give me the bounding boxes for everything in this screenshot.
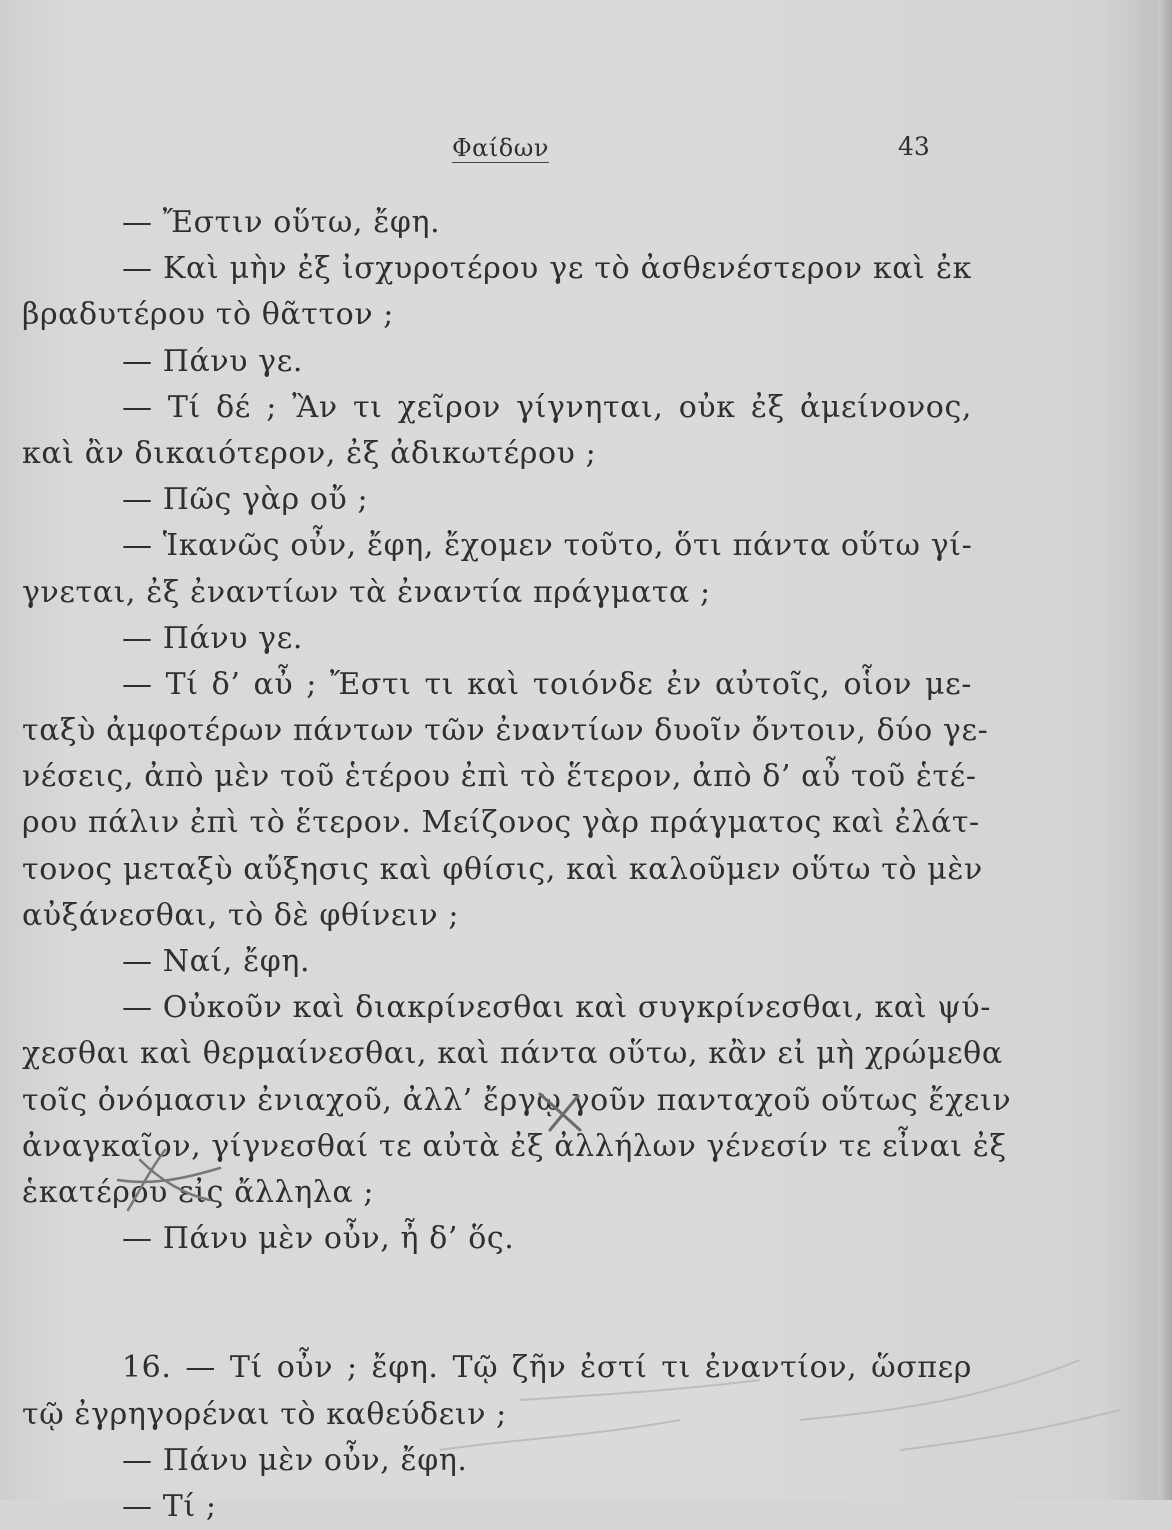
text-line-24: 16. — Τί οὖν ; ἔφη. Τῷ ζῆν ἐστί τι ἐναντίον, ὥσπερ: [122, 1350, 972, 1386]
running-title: Φαίδων: [452, 134, 549, 162]
text-line-25: τῷ ἐγρηγορέναι τὸ καθεύδειν ;: [22, 1396, 507, 1432]
section-gap: [22, 1262, 972, 1345]
text-line-16: αὐξάνεσθαι, τὸ δὲ φθίνειν ;: [22, 897, 460, 933]
text-line-10: — Πάνυ γε.: [122, 620, 303, 656]
text-line-20: τοῖς ὀνόμασιν ἐνιαχοῦ, ἀλλ’ ἔργῳ γοῦν πανταχοῦ οὕτως ἔχειν: [22, 1082, 1012, 1118]
text-line-27: — Τί ;: [122, 1488, 217, 1524]
text-line-21: ἀναγκαῖον, γίγνεσθαί τε αὐτὰ ἐξ ἀλλήλων γένεσίν τε εἶναι ἐξ: [22, 1128, 1007, 1164]
text-line-8: — Ἱκανῶς οὖν, ἔφη, ἔχομεν τοῦτο, ὅτι πάντα οὕτω γί-: [122, 528, 973, 564]
text-line-3: βραδυτέρου τὸ θᾶττον ;: [22, 297, 394, 333]
text-line-13: νέσεις, ἀπὸ μὲν τοῦ ἑτέρου ἐπὶ τὸ ἕτερον, ἀπὸ δ’ αὖ τοῦ ἑτέ-: [22, 759, 977, 795]
text-line-5: — Τί δέ ; Ἂν τι χεῖρον γίγνηται, οὐκ ἐξ ἀμείνονος,: [122, 389, 972, 425]
body-text: [22, 200, 1012, 1530]
text-line-19: χεσθαι καὶ θερμαίνεσθαι, καὶ πάντα οὕτω, κἂν εἰ μὴ χρώμεθα: [22, 1036, 1003, 1072]
text-line-22: ἑκατέρου εἰς ἄλληλα ;: [22, 1174, 375, 1210]
text-line-14: ρου πάλιν ἐπὶ τὸ ἕτερον. Μείζονος γὰρ πράγματος καὶ ἐλάτ-: [22, 805, 980, 841]
page-number: 43: [898, 132, 930, 161]
text-line-4: — Πάνυ γε.: [122, 343, 303, 379]
text-line-15: τονος μεταξὺ αὔξησις καὶ φθίσις, καὶ καλοῦμεν οὕτω τὸ μὲν: [22, 851, 983, 887]
text-line-23: — Πάνυ μὲν οὖν, ἦ δ’ ὅς.: [122, 1221, 515, 1257]
text-line-7: — Πῶς γὰρ οὔ ;: [122, 482, 369, 518]
text-line-2: — Καὶ μὴν ἐξ ἰσχυροτέρου γε τὸ ἀσθενέστερον καὶ ἐκ: [122, 251, 972, 287]
text-line-26: — Πάνυ μὲν οὖν, ἔφη.: [122, 1442, 468, 1478]
text-line-11: — Τί δ’ αὖ ; Ἔστι τι καὶ τοιόνδε ἐν αὐτοῖς, οἷον με-: [122, 666, 972, 702]
text-line-18: — Οὐκοῦν καὶ διακρίνεσθαι καὶ συγκρίνεσθαι, καὶ ψύ-: [122, 990, 991, 1026]
page-edge-shadow: [1158, 0, 1172, 1500]
text-line-12: ταξὺ ἀμφοτέρων πάντων τῶν ἐναντίων δυοῖν ὄντοιν, δύο γε-: [22, 713, 989, 749]
text-line-17: — Ναί, ἔφη.: [122, 944, 311, 979]
text-line-1: — Ἔστιν οὕτω, ἔφη.: [122, 205, 441, 240]
text-line-9: γνεται, ἐξ ἐναντίων τὰ ἐναντία πράγματα ;: [22, 574, 711, 610]
text-line-6: καὶ ἂν δικαιότερον, ἐξ ἀδικωτέρου ;: [22, 435, 597, 471]
